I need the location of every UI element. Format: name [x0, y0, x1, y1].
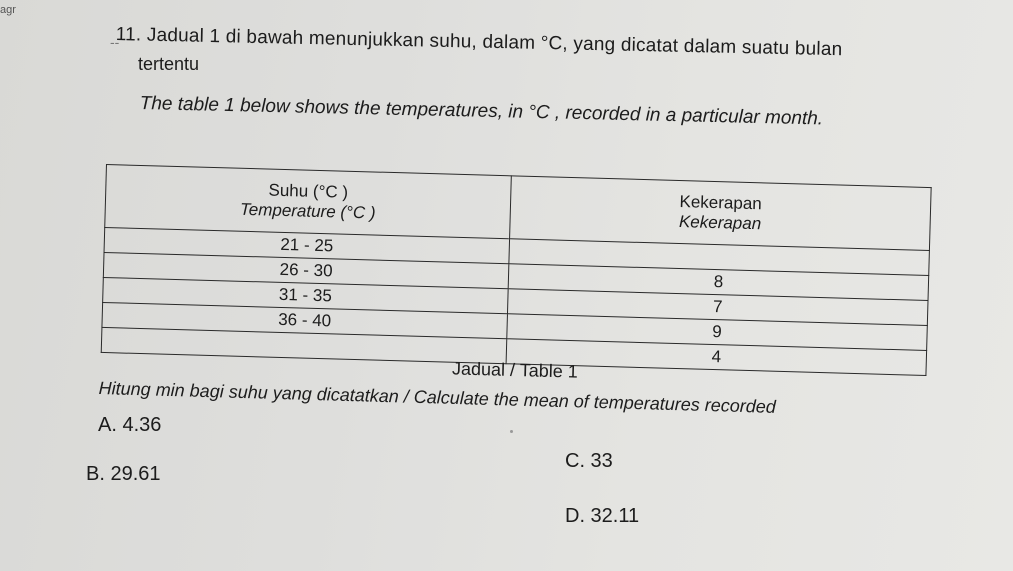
question-english: The table 1 below shows the temperatures, in °C , recorded in a particular month.: [139, 93, 824, 130]
pen-mark: --: [110, 34, 120, 50]
option-b[interactable]: B. 29.61: [86, 463, 161, 485]
question-number: 11.: [115, 24, 142, 46]
cell-range: 21 - 25: [104, 227, 510, 263]
question-malay-line1: [116, 24, 843, 61]
header-frequency-english: Kekerapan: [678, 212, 762, 234]
question-instruction: Hitung min bagi suhu yang dicatatkan / Calculate the mean of temperatures recorded: [98, 378, 777, 417]
header-frequency: [510, 176, 932, 251]
question-malay-line2: tertentu: [138, 54, 200, 74]
temperature-table: [101, 164, 932, 376]
question-malay-text: Jadual 1 di bawah menunjukkan suhu, dalam °C, yang dicatat dalam suatu bulan: [146, 24, 843, 61]
corner-fragment-text: agr: [0, 4, 16, 16]
temperature-table-wrapper: [101, 164, 936, 376]
header-frequency-malay: Kekerapan: [679, 192, 763, 214]
cell-frequency: 8: [508, 264, 929, 301]
header-temperature-malay: Suhu (°C ): [268, 180, 349, 202]
cell-range: 36 - 40: [102, 302, 508, 338]
pen-dot: [510, 430, 513, 433]
header-temperature: [105, 165, 512, 239]
table-caption: Jadual / Table 1: [451, 358, 579, 382]
option-a[interactable]: A. 4.36: [98, 414, 162, 436]
option-c[interactable]: C. 33: [565, 450, 613, 472]
header-temperature-english: Temperature (°C ): [239, 199, 376, 223]
cell-frequency: 9: [507, 314, 928, 351]
cell-frequency: 7: [507, 289, 928, 326]
option-d[interactable]: D. 32.11: [565, 505, 640, 527]
cell-range: 26 - 30: [103, 252, 509, 288]
cell-range: 31 - 35: [103, 277, 509, 313]
cell-frequency: 4: [506, 339, 927, 376]
